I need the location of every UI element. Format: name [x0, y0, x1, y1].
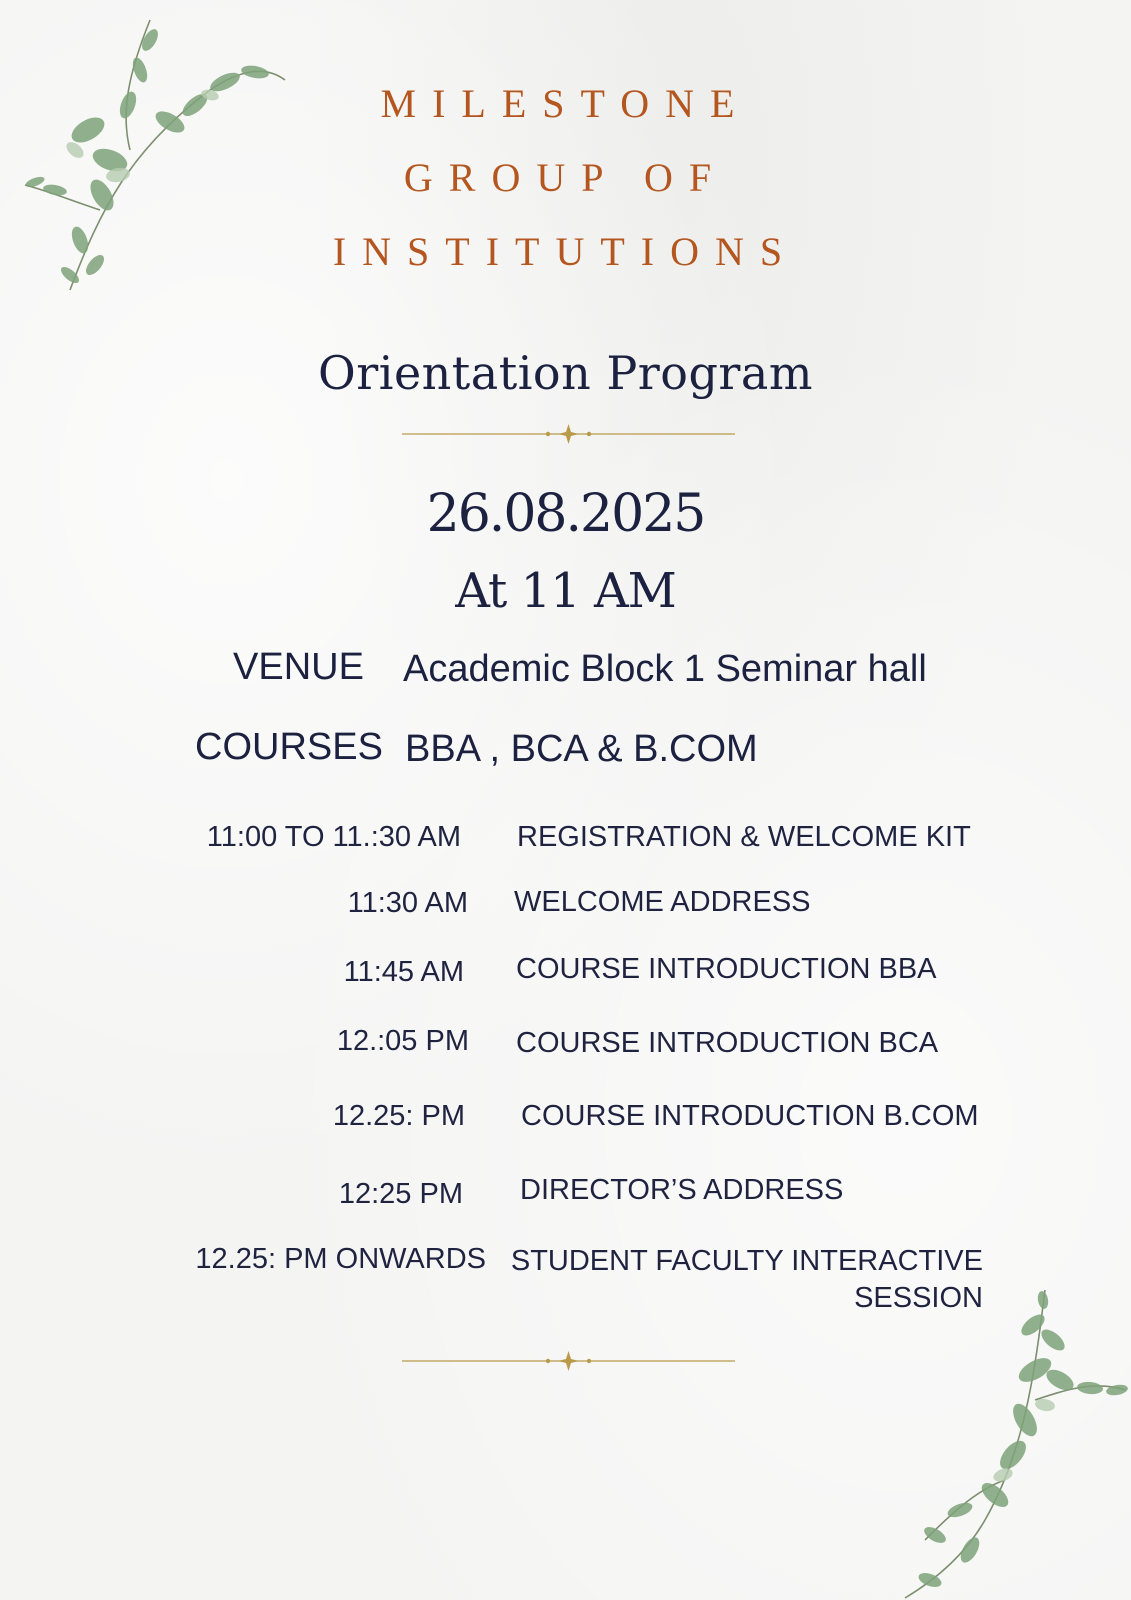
schedule-time-7: 12.25: PM ONWARDS: [195, 1243, 486, 1275]
schedule-activity-3: COURSE INTRODUCTION BBA: [516, 953, 937, 985]
venue-label: VENUE: [233, 646, 364, 688]
event-title: Orientation Program: [318, 346, 813, 400]
institution-line-1: MILESTONE: [380, 81, 751, 126]
schedule-activity-1: REGISTRATION & WELCOME KIT: [517, 821, 971, 853]
institution-line-3: INSTITUTIONS: [332, 229, 799, 274]
institution-line-2: GROUP OF: [403, 155, 728, 200]
schedule-activity-6: DIRECTOR’S ADDRESS: [520, 1174, 844, 1206]
venue-value: Academic Block 1 Seminar hall: [403, 648, 927, 690]
schedule-activity-7-line-2: SESSION: [854, 1282, 983, 1314]
schedule-time-3: 11:45 AM: [343, 956, 464, 988]
courses-value: BBA , BCA & B.COM: [405, 728, 758, 770]
schedule-activity-4: COURSE INTRODUCTION BCA: [516, 1027, 939, 1059]
schedule-activity-2: WELCOME ADDRESS: [514, 886, 811, 918]
schedule-time-1: 11:00 TO 11.:30 AM: [206, 821, 461, 853]
schedule-activity-7: STUDENT FACULTY INTERACTIVE: [510, 1245, 983, 1277]
schedule-time-5: 12.25: PM: [332, 1100, 465, 1132]
courses-label: COURSES: [195, 726, 383, 768]
schedule-activity-5: COURSE INTRODUCTION B.COM: [521, 1100, 979, 1132]
event-date: 26.08.2025: [426, 484, 705, 544]
divider-top-icon: [402, 422, 735, 446]
event-time: At 11 AM: [455, 563, 676, 619]
schedule-time-2: 11:30 AM: [347, 887, 468, 919]
schedule-time-6: 12:25 PM: [338, 1178, 463, 1210]
foliage-bottom-right-icon: [885, 1280, 1131, 1600]
divider-bottom-icon: [402, 1349, 735, 1373]
schedule-time-4: 12.:05 PM: [336, 1025, 469, 1057]
